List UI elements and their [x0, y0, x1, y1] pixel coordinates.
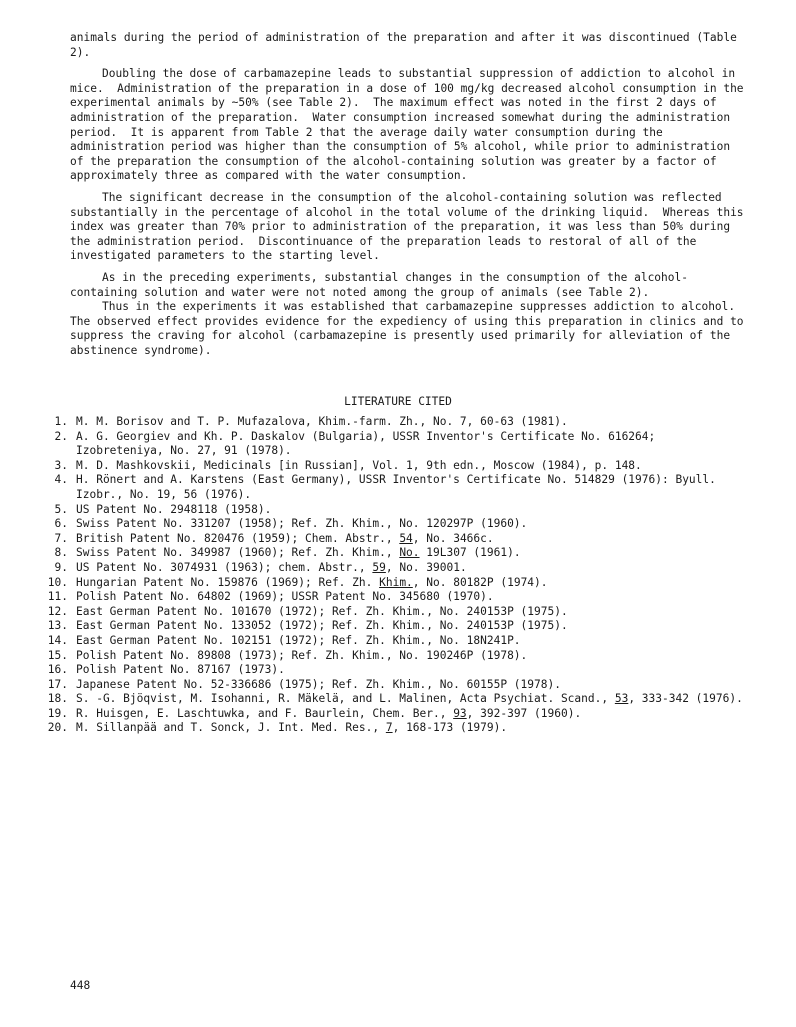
reference-number: 11. — [47, 590, 68, 604]
reference-text — [76, 649, 748, 664]
reference-item — [40, 649, 750, 664]
reference-underlined: Khim. — [379, 575, 413, 589]
reference-segment: , 333-342 (1976). — [628, 692, 743, 706]
reference-text — [76, 663, 748, 678]
reference-segment: East German Patent No. 133052 (1972); Ref. Zh. Khim., No. 240153P (1975). — [76, 619, 568, 633]
reference-item — [40, 503, 750, 518]
reference-item — [40, 721, 750, 736]
literature-cited-heading: LITERATURE CITED — [344, 395, 452, 408]
reference-volume: 93 — [453, 706, 467, 720]
paragraph: Doubling the dose of carbamazepine leads to substantial suppression of addiction to alcohol in mice. Administration of the preparation in a dose of 100 mg/kg decreased alcohol consumption in the experimental animals by ~50% (see Table 2). The maximum effect was noted in the first 2 days of administration of the preparation. Water consumption increased somewhat during the administration period. It is apparent from Table 2 that the average daily water consumption during the administration period was higher than the consumption of 5% alcohol, while prior to administration of the preparation the consumption of the alcohol-containing solution was greater by a factor of approximately three as compared with the water consumption. — [70, 67, 751, 183]
reference-number: 20. — [47, 721, 68, 735]
reference-item — [40, 576, 750, 591]
reference-number: 18. — [47, 692, 68, 706]
reference-item — [40, 663, 750, 678]
reference-text — [76, 430, 748, 459]
reference-segment: Swiss Patent No. 349987 (1960); Ref. Zh. Khim., — [76, 546, 400, 560]
reference-item — [40, 517, 750, 532]
reference-segment: M. Sillanpää and T. Sonck, J. Int. Med. Res., — [76, 721, 386, 735]
reference-segment: British Patent No. 820476 (1959); Chem. Abstr., — [76, 531, 400, 545]
reference-text — [76, 619, 748, 634]
reference-text — [76, 634, 748, 649]
reference-text — [76, 415, 748, 430]
paragraph: The significant decrease in the consumption of the alcohol-containing solution was reflected substantially in the percentage of alcohol in the total volume of the drinking liquid. Whereas this index was greater than 70% prior to administration of the preparation, it was less than 50% during the administration period. Discontinuance of the preparation leads to restoral of all of the investigated parameters to the starting level. — [70, 190, 751, 263]
paragraph: animals during the period of administration of the preparation and after it was discontinued (Table 2). — [70, 31, 744, 59]
reference-item — [40, 678, 750, 693]
reference-segment: S. -G. Bjöqvist, M. Isohanni, R. Mäkelä, and L. Malinen, Acta Psychiat. Scand., — [76, 692, 615, 706]
reference-number: 9. — [54, 560, 68, 574]
reference-segment: H. Rönert and A. Karstens (East Germany), USSR Inventor's Certificate No. 514829 (1976): Byull. Izobr., No. 19, 56 (1976). — [76, 473, 716, 501]
reference-number: 10. — [47, 575, 68, 589]
reference-segment: M. M. Borisov and T. P. Mufazalova, Khim.-farm. Zh., No. 7, 60-63 (1981). — [76, 415, 568, 428]
reference-text — [76, 503, 748, 518]
reference-segment: , No. 39001. — [385, 560, 467, 574]
reference-segment: Polish Patent No. 89808 (1973); Ref. Zh. Khim., No. 190246P (1978). — [76, 648, 528, 662]
reference-text — [76, 707, 748, 722]
reference-segment: Hungarian Patent No. 159876 (1969); Ref. Zh. — [76, 575, 380, 589]
page-number: 448 — [70, 979, 91, 992]
reference-volume: 59 — [372, 560, 386, 574]
reference-list — [40, 415, 750, 736]
reference-number: 13. — [47, 619, 68, 633]
reference-number: 5. — [54, 502, 68, 516]
reference-number: 14. — [47, 633, 68, 647]
paragraph: Thus in the experiments it was established that carbamazepine suppresses addiction to alcohol. The observed effect provides evidence for the expediency of using this preparation in clinics and to suppress the craving for alcohol (carbamazepine is presently used primarily for alleviation of the abstinence syndrome). — [70, 300, 751, 357]
reference-text — [76, 532, 748, 547]
reference-item — [40, 415, 750, 430]
reference-underlined: No. — [399, 546, 420, 560]
reference-item — [40, 430, 750, 459]
reference-text — [76, 721, 748, 736]
reference-number: 19. — [47, 706, 68, 720]
reference-item — [40, 692, 750, 707]
reference-text — [76, 546, 748, 561]
reference-item — [40, 473, 750, 502]
reference-segment: US Patent No. 2948118 (1958). — [76, 502, 272, 516]
reference-segment: East German Patent No. 101670 (1972); Ref. Zh. Khim., No. 240153P (1975). — [76, 604, 568, 618]
reference-item — [40, 590, 750, 605]
reference-number: 12. — [47, 604, 68, 618]
reference-segment: M. D. Mashkovskii, Medicinals [in Russian], Vol. 1, 9th edn., Moscow (1984), p. 148. — [76, 458, 642, 472]
reference-item — [40, 561, 750, 576]
reference-text — [76, 517, 748, 532]
reference-number: 4. — [54, 473, 68, 487]
reference-number: 7. — [54, 531, 68, 545]
reference-volume: 7 — [385, 721, 393, 735]
reference-text — [76, 678, 748, 693]
reference-number: 16. — [47, 663, 68, 677]
reference-volume: 54 — [399, 531, 413, 545]
reference-item — [40, 707, 750, 722]
reference-segment: US Patent No. 3074931 (1963); chem. Abstr., — [76, 560, 373, 574]
reference-segment: A. G. Georgiev and Kh. P. Daskalov (Bulgaria), USSR Inventor's Certificate No. 616264; Izobreteniya, No. 27, 91 (1978). — [76, 429, 656, 458]
reference-segment: Polish Patent No. 64802 (1969); USSR Patent No. 345680 (1970). — [76, 590, 494, 604]
body-text — [70, 31, 750, 365]
reference-segment: , No. 80182P (1974). — [412, 575, 548, 589]
reference-segment: Polish Patent No. 87167 (1973). — [76, 663, 285, 677]
reference-number: 6. — [54, 517, 68, 531]
reference-text — [76, 605, 748, 620]
reference-item — [40, 546, 750, 561]
reference-number: 3. — [54, 458, 68, 472]
reference-segment: , 168-173 (1979). — [392, 721, 508, 735]
reference-number: 17. — [47, 677, 68, 691]
reference-item — [40, 532, 750, 547]
reference-number: 15. — [47, 648, 68, 662]
reference-text — [76, 590, 748, 605]
reference-segment: R. Huisgen, E. Laschtuwka, and F. Baurlein, Chem. Ber., — [76, 706, 454, 720]
reference-text — [76, 459, 748, 474]
reference-text — [76, 576, 748, 591]
reference-item — [40, 634, 750, 649]
reference-number: 2. — [54, 429, 68, 443]
reference-segment: Swiss Patent No. 331207 (1958); Ref. Zh. Khim., No. 120297P (1960). — [76, 517, 528, 531]
reference-text — [76, 561, 748, 576]
reference-text — [76, 692, 748, 707]
paragraph: As in the preceding experiments, substantial changes in the consumption of the alcohol-containing solution and water were not noted among the group of animals (see Table 2). — [70, 270, 688, 299]
reference-volume: 53 — [614, 692, 629, 706]
reference-item — [40, 619, 750, 634]
reference-item — [40, 605, 750, 620]
reference-segment: Japanese Patent No. 52-336686 (1975); Ref. Zh. Khim., No. 60155P (1978). — [76, 677, 561, 691]
reference-segment: , 392-397 (1960). — [466, 706, 582, 720]
reference-item — [40, 459, 750, 474]
reference-number: 1. — [54, 415, 68, 428]
reference-segment: , No. 3466c. — [412, 531, 494, 545]
reference-segment: 19L307 (1961). — [419, 546, 521, 560]
reference-number: 8. — [54, 546, 68, 560]
reference-segment: East German Patent No. 102151 (1972); Ref. Zh. Khim., No. 18N241P. — [76, 633, 521, 647]
reference-text — [76, 473, 748, 502]
